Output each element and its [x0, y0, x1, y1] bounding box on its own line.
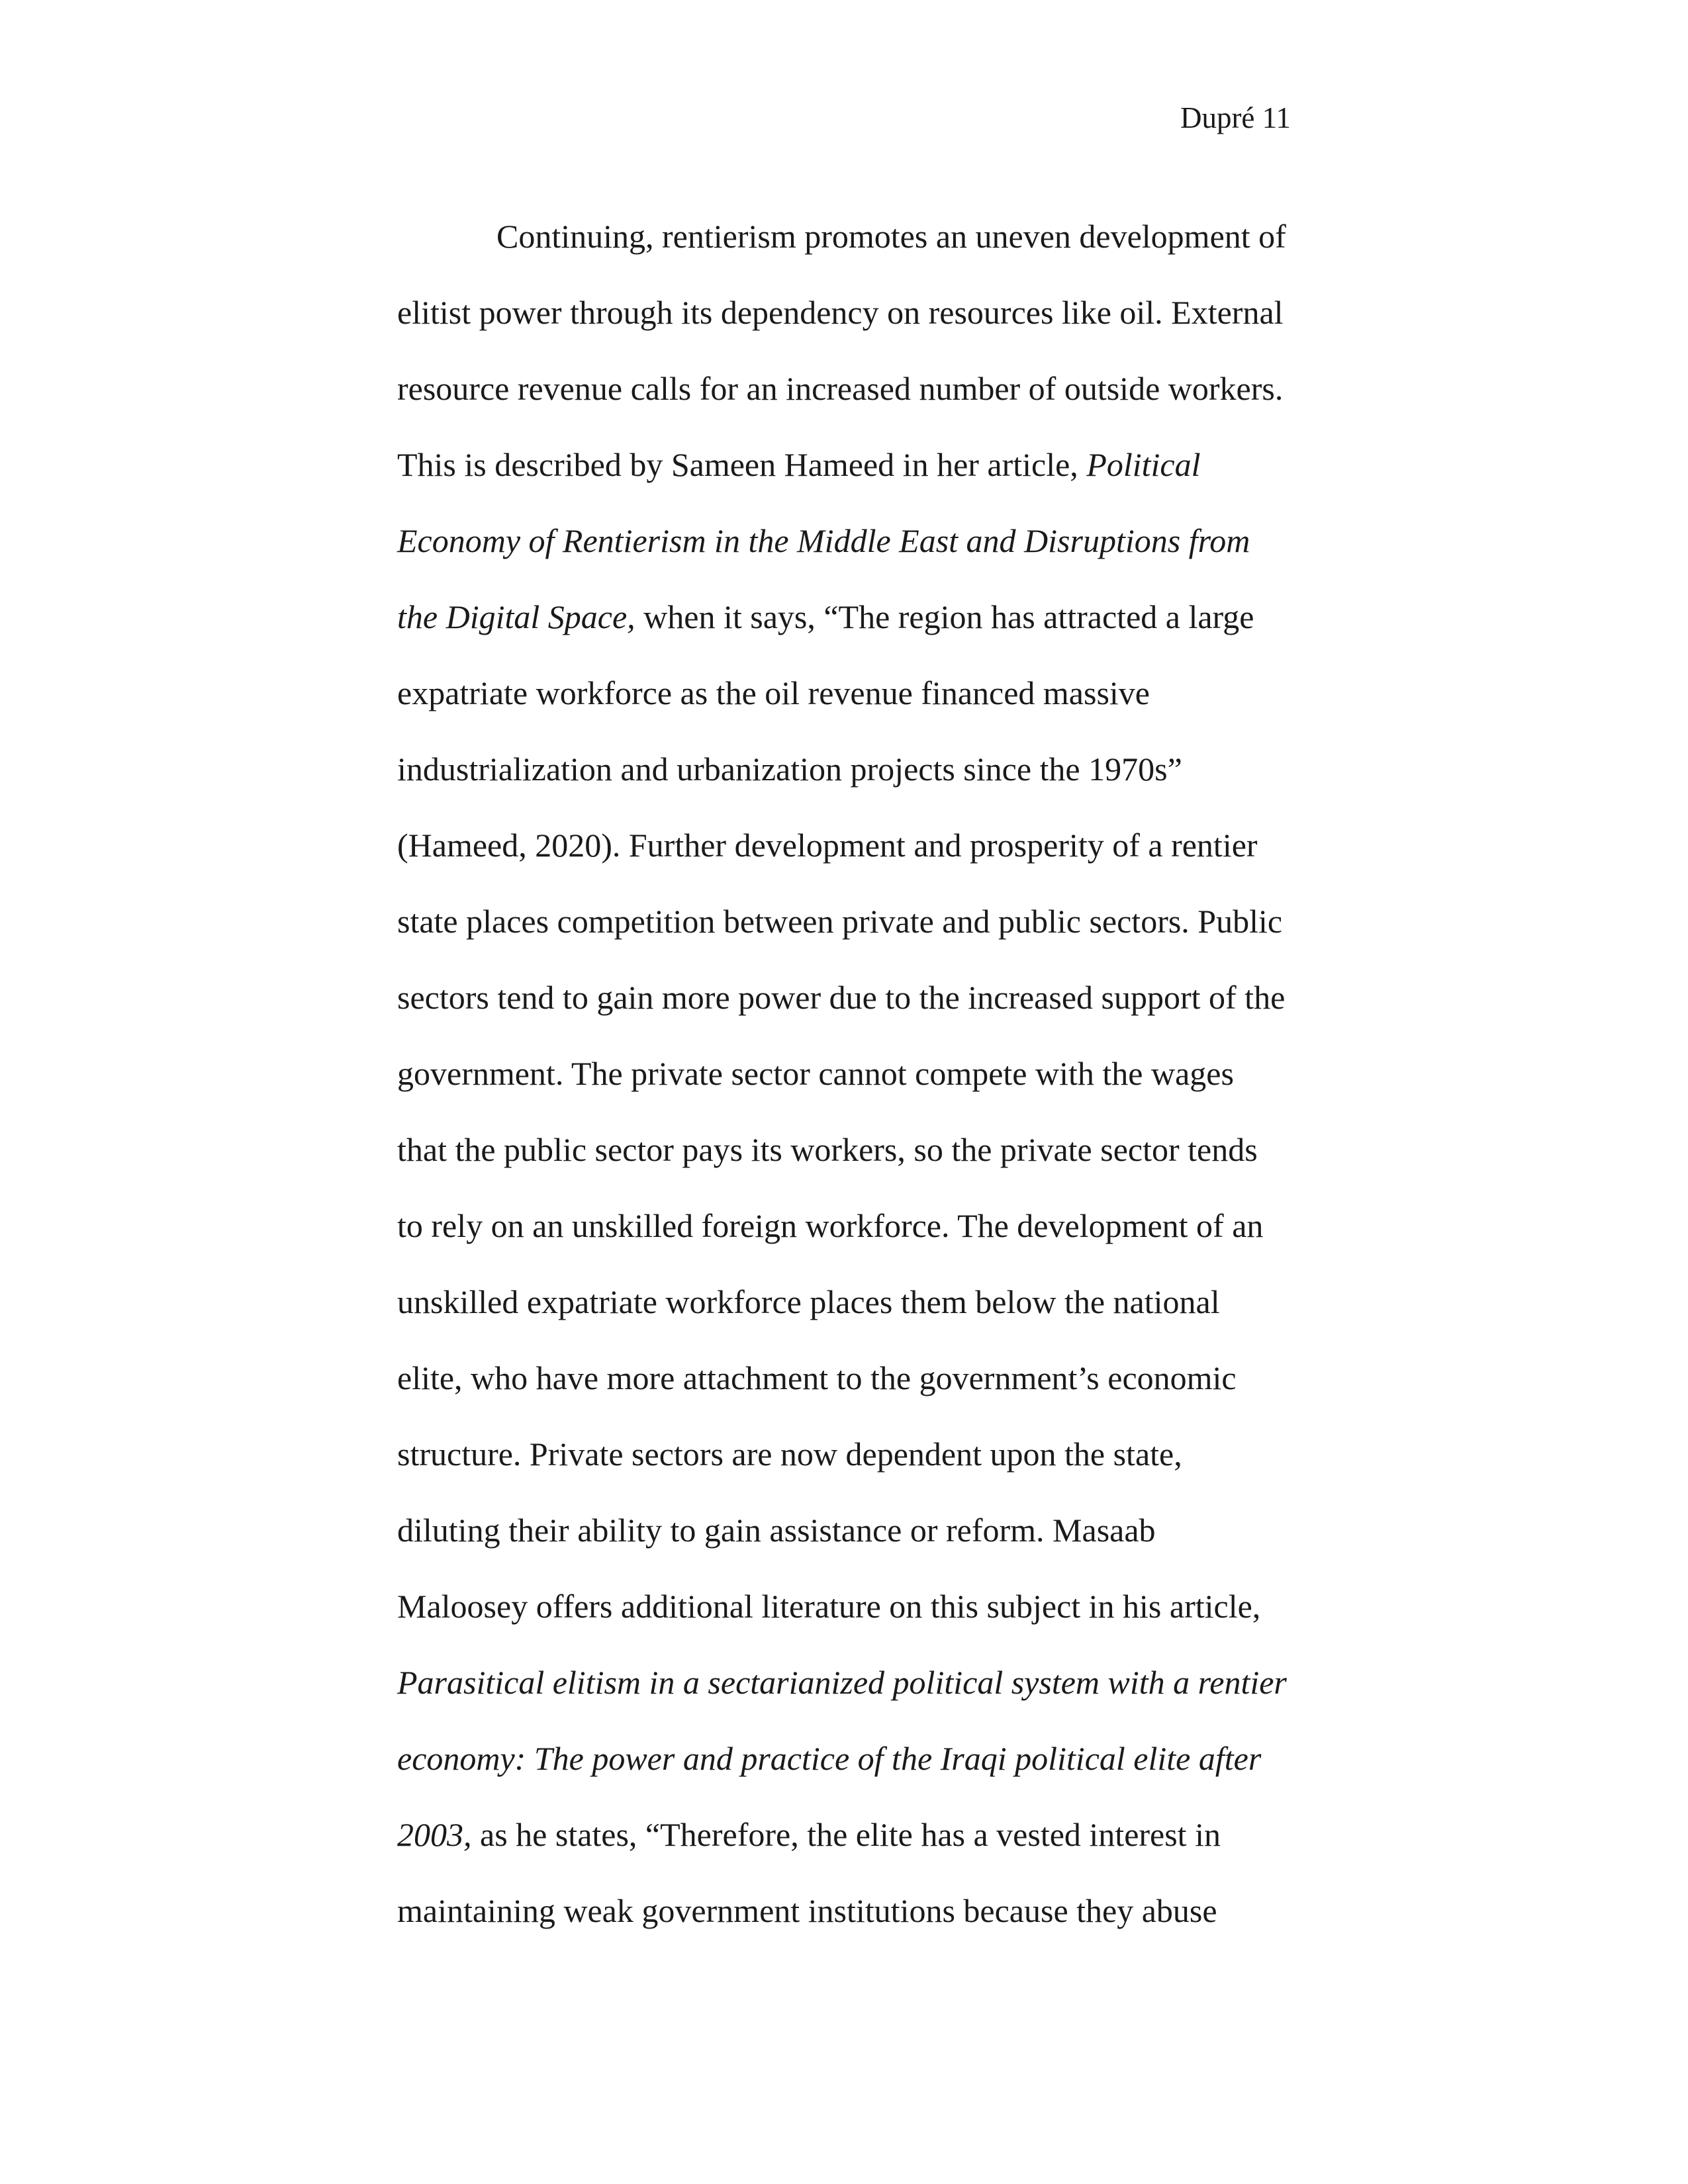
text-segment: that the public sector pays its workers, so the private sector tends — [397, 1131, 1258, 1168]
text-line — [397, 1492, 1297, 1569]
text-line — [397, 884, 1297, 960]
running-head: Dupré 11 — [1180, 101, 1291, 134]
text-line — [397, 503, 1297, 579]
text-line — [397, 199, 1297, 275]
text-segment: as he states, “Therefore, the elite has a vested interest in — [471, 1816, 1221, 1853]
text-line — [397, 275, 1297, 351]
italic-title-segment: 2003, — [397, 1816, 472, 1853]
text-line — [397, 655, 1297, 731]
text-segment: Maloosey offers additional literature on this subject in his article, — [397, 1588, 1261, 1625]
text-line — [397, 1264, 1297, 1340]
italic-title-segment: the Digital Space, — [397, 598, 635, 635]
text-segment: unskilled expatriate workforce places them below the national — [397, 1283, 1220, 1320]
text-segment: (Hameed, 2020). Further development and prosperity of a rentier — [397, 827, 1258, 864]
text-line — [397, 1188, 1297, 1264]
text-line — [397, 1036, 1297, 1112]
text-line — [397, 960, 1297, 1036]
text-segment: diluting their ability to gain assistance or reform. Masaab — [397, 1512, 1156, 1549]
text-segment: maintaining weak government institutions because they abuse — [397, 1892, 1217, 1929]
text-line — [397, 1797, 1297, 1873]
text-line — [397, 1112, 1297, 1188]
text-line — [397, 351, 1297, 427]
text-line — [397, 1645, 1297, 1721]
text-segment: sectors tend to gain more power due to the increased support of the — [397, 979, 1286, 1016]
text-segment: resource revenue calls for an increased number of outside workers. — [397, 370, 1284, 407]
italic-title-segment: Economy of Rentierism in the Middle East and Disruptions from — [397, 522, 1250, 559]
text-segment: state places competition between private and public sectors. Public — [397, 903, 1283, 940]
italic-title-segment: Political — [1086, 446, 1201, 483]
text-line — [397, 731, 1297, 807]
text-line — [397, 1873, 1297, 1949]
text-line — [397, 427, 1297, 503]
text-segment: when it says, “The region has attracted a large — [635, 598, 1254, 635]
text-segment: government. The private sector cannot compete with the wages — [397, 1055, 1234, 1092]
body-paragraph — [397, 199, 1297, 1949]
text-line — [397, 1340, 1297, 1416]
text-segment: to rely on an unskilled foreign workforce. The development of an — [397, 1207, 1264, 1244]
text-line — [397, 1416, 1297, 1492]
text-line — [397, 1569, 1297, 1645]
text-segment: elite, who have more attachment to the government’s economic — [397, 1359, 1237, 1396]
text-segment: elitist power through its dependency on resources like oil. External — [397, 294, 1284, 331]
text-segment: industrialization and urbanization projects since the 1970s” — [397, 751, 1182, 788]
text-line — [397, 579, 1297, 655]
text-segment: This is described by Sameen Hameed in her article, — [397, 446, 1087, 483]
italic-title-segment: economy: The power and practice of the Iraqi political elite after — [397, 1740, 1262, 1777]
text-segment: expatriate workforce as the oil revenue financed massive — [397, 674, 1150, 711]
text-segment: structure. Private sectors are now dependent upon the state, — [397, 1435, 1182, 1473]
italic-title-segment: Parasitical elitism in a sectarianized political system with a rentier — [397, 1664, 1287, 1701]
text-segment: Continuing, rentierism promotes an uneven development of — [496, 218, 1286, 255]
text-line — [397, 807, 1297, 884]
text-line — [397, 1721, 1297, 1797]
